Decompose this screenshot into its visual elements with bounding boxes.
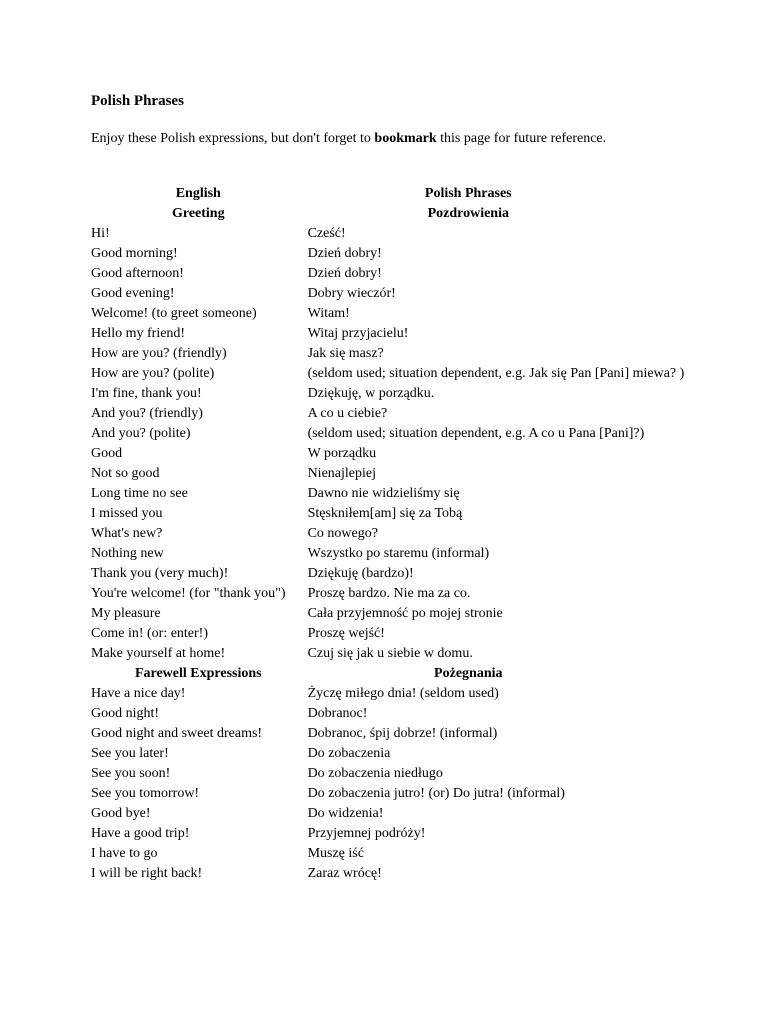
polish-phrase: Jak się masz? [307, 346, 384, 361]
polish-phrase: Życzę miłego dnia! (seldom used) [307, 686, 499, 701]
polish-phrase: Dobranoc, śpij dobrze! (informal) [307, 726, 498, 741]
english-phrase: What's new? [91, 526, 163, 541]
english-phrase: I missed you [91, 506, 163, 521]
polish-phrase: Do zobaczenia jutro! (or) Do jutra! (informal) [307, 786, 565, 801]
polish-phrase: Dawno nie widzieliśmy się [307, 486, 460, 501]
table-row [89, 784, 689, 804]
table-row [89, 624, 689, 644]
polish-phrase: Do widzenia! [307, 806, 384, 821]
table-row [89, 584, 689, 604]
polish-phrase: Cześć! [307, 226, 346, 241]
intro-text-after: this page for future reference. [436, 131, 607, 146]
english-phrase: Hello my friend! [91, 326, 186, 341]
table-row [89, 824, 689, 844]
table-row [89, 224, 689, 244]
intro-paragraph [91, 131, 606, 147]
english-phrase: I'm fine, thank you! [91, 386, 202, 401]
english-phrase: Long time no see [91, 486, 188, 501]
table-row [89, 844, 689, 864]
english-phrase: See you soon! [91, 766, 171, 781]
english-phrase: Good bye! [91, 806, 151, 821]
polish-phrase: Co nowego? [307, 526, 378, 541]
english-phrase: You're welcome! (for "thank you") [91, 586, 286, 601]
intro-text-before: Enjoy these Polish expressions, but don't forget to [91, 131, 375, 146]
english-phrase: Make yourself at home! [91, 646, 226, 661]
polish-phrase: Dobry wieczór! [307, 286, 396, 301]
table-row [89, 384, 689, 404]
table-row [89, 444, 689, 464]
english-phrase: How are you? (polite) [91, 366, 215, 381]
polish-phrase: Proszę wejść! [307, 626, 385, 641]
polish-phrase: Dzień dobry! [307, 246, 382, 261]
polish-phrase: Do zobaczenia niedługo [307, 766, 443, 781]
section-header-row [89, 664, 689, 684]
polish-phrase: W porządku [307, 446, 377, 461]
table-row [89, 744, 689, 764]
table-row [89, 544, 689, 564]
polish-phrase: Dziękuję (bardzo)! [307, 566, 414, 581]
table-row [89, 764, 689, 784]
english-phrase: And you? (polite) [91, 426, 191, 441]
section-title-polish: Pozdrowienia [427, 206, 509, 221]
section-title-polish: Pożegnania [434, 666, 503, 681]
english-phrase: Good night! [91, 706, 160, 721]
english-phrase: Welcome! (to greet someone) [91, 306, 257, 321]
polish-phrase: Dobranoc! [307, 706, 368, 721]
table-row [89, 804, 689, 824]
header-english: English [175, 186, 221, 201]
polish-phrase: Dzień dobry! [307, 266, 382, 281]
intro-bookmark-emphasis: bookmark [374, 131, 437, 146]
english-phrase: How are you? (friendly) [91, 346, 227, 361]
table-row [89, 364, 689, 384]
table-row [89, 724, 689, 744]
table-row [89, 404, 689, 424]
table-row [89, 484, 689, 504]
table-row [89, 644, 689, 664]
polish-phrase: Muszę iść [307, 846, 364, 861]
polish-phrase: Proszę bardzo. Nie ma za co. [307, 586, 471, 601]
table-row [89, 524, 689, 544]
table-row [89, 684, 689, 704]
polish-phrase: Dziękuję, w porządku. [307, 386, 435, 401]
english-phrase: Thank you (very much)! [91, 566, 229, 581]
table-row [89, 424, 689, 444]
english-phrase: Hi! [91, 226, 110, 241]
english-phrase: Not so good [91, 466, 160, 481]
polish-phrase: Nienajlepiej [307, 466, 376, 481]
english-phrase: Good morning! [91, 246, 178, 261]
english-phrase: Nothing new [91, 546, 164, 561]
english-phrase: Good [91, 446, 123, 461]
table-row [89, 284, 689, 304]
table-row [89, 604, 689, 624]
section-title-english: Farewell Expressions [134, 666, 262, 681]
table-row [89, 704, 689, 724]
header-polish: Polish Phrases [424, 186, 512, 201]
section-title-english: Greeting [171, 206, 225, 221]
polish-phrase: Przyjemnej podróży! [307, 826, 426, 841]
table-row [89, 864, 689, 884]
english-phrase: See you later! [91, 746, 169, 761]
polish-phrase: Cała przyjemność po mojej stronie [307, 606, 503, 621]
english-phrase: And you? (friendly) [91, 406, 203, 421]
english-phrase: I will be right back! [91, 866, 203, 881]
polish-phrase: Zaraz wrócę! [307, 866, 382, 881]
page-title: Polish Phrases [91, 93, 184, 109]
phrases-table-body [89, 184, 689, 884]
english-phrase: My pleasure [91, 606, 161, 621]
phrases-table [89, 184, 689, 884]
table-row [89, 264, 689, 284]
english-phrase: I have to go [91, 846, 158, 861]
polish-phrase: Do zobaczenia [307, 746, 391, 761]
table-row [89, 244, 689, 264]
table-row [89, 344, 689, 364]
table-row [89, 564, 689, 584]
polish-phrase: (seldom used; situation dependent, e.g. Jak się Pan [Pani] miewa? ) [307, 366, 685, 381]
table-row [89, 464, 689, 484]
table-row [89, 324, 689, 344]
english-phrase: Have a nice day! [91, 686, 186, 701]
polish-phrase: Czuj się jak u siebie w domu. [307, 646, 473, 661]
polish-phrase: Witam! [307, 306, 350, 321]
english-phrase: Good night and sweet dreams! [91, 726, 263, 741]
table-header-row [89, 184, 689, 204]
polish-phrase: Witaj przyjacielu! [307, 326, 409, 341]
english-phrase: Good evening! [91, 286, 175, 301]
polish-phrase: Wszystko po staremu (informal) [307, 546, 490, 561]
english-phrase: Good afternoon! [91, 266, 184, 281]
polish-phrase: (seldom used; situation dependent, e.g. A co u Pana [Pani]?) [307, 426, 645, 441]
table-row [89, 504, 689, 524]
table-row [89, 304, 689, 324]
english-phrase: See you tomorrow! [91, 786, 200, 801]
polish-phrase: Stęskniłem[am] się za Tobą [307, 506, 463, 521]
polish-phrase: A co u ciebie? [307, 406, 388, 421]
section-header-row [89, 204, 689, 224]
english-phrase: Have a good trip! [91, 826, 190, 841]
english-phrase: Come in! (or: enter!) [91, 626, 209, 641]
